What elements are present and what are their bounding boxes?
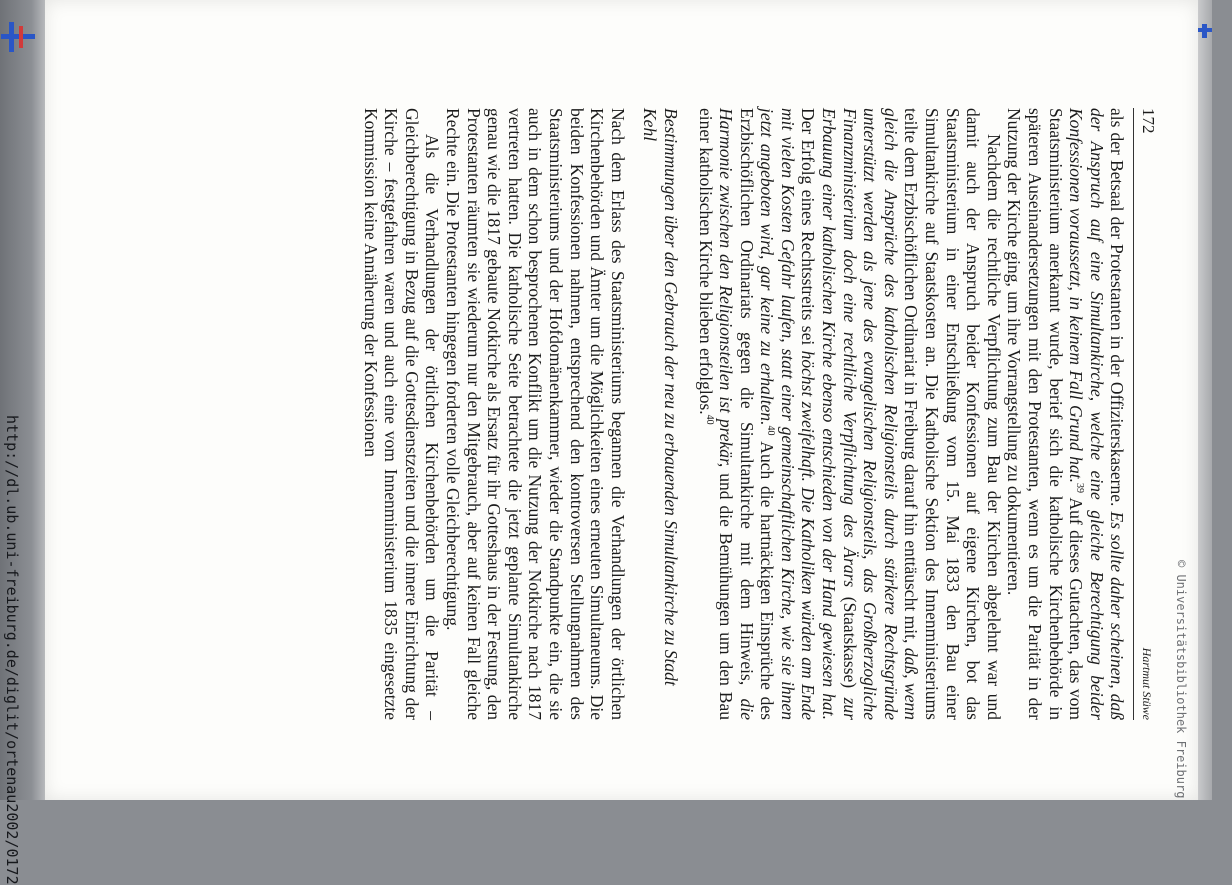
page-header bbox=[1133, 108, 1158, 720]
p2-text-4: Auch die hartnäckigen Einsprüche des Erzbischöflichen Ordinariats gegen die Simultankirche mit dem Hinweis, bbox=[736, 108, 778, 721]
p2-text-1: Nachdem die rechtliche Verpflichtung zum Bau der Kirchen abgelehnt war und damit auch der Anspruch beider Konfessionen auf eigene Kirchen, bot das Staatsministerium in einer Entschließung vom 15. Mai 1833 den Bau einer Simultankirche auf Staatskosten an. Die Katholische Sektion des Innenministeriums teilte dem Erzbischöflichen Ordinariat in Freiburg darauf hin enttäuscht mit, bbox=[901, 108, 1004, 720]
watermark-url[interactable]: http://dl.ub.uni-freiburg.de/diglit/ortenau2002/0172 bbox=[3, 415, 21, 885]
p1-text-2: Auf dieses Gutachten, das vom Staatsministerium anerkannt wurde, berief sich die katholische Kirchenbehörde in späteren Auseinandersetzungen mit den Protestanten, wenn es um die Parität in der Nutzung der Kirche ging, um ihre Vorrangstellung zu dokumentieren. bbox=[1004, 108, 1087, 720]
p1-text-1: als der Betsaal der Protestanten in der Offiziterskaserne. bbox=[1107, 108, 1128, 512]
section-subheading: Bestimmungen über den Gebrauch der neu zu erbauenden Simultankirche zu Stadt Kehl bbox=[640, 108, 681, 686]
p2-text-2: (Staatskasse) bbox=[839, 587, 860, 698]
p2-quote-3: höchst zweifelhaft. Die Katholiken würden am Ende mit vielen Kosten Gefahr laufen, statt einer gemeinschaftlichen Kirche, wie sie ihnen jetzt angeboten wird, gar keine zu erhalten. bbox=[757, 108, 819, 720]
right-edge-watermark: © Universitätsbibliothek Freiburg bbox=[1174, 560, 1188, 799]
footnote-ref-40a: 40 bbox=[765, 425, 777, 436]
scanned-page bbox=[45, 0, 1198, 800]
paragraph-3: Nach dem Erlass des Staatsministeriums begannen die Verhandlungen der örtlichen Kirchenbehörden und Ämter um die Möglichkeiten eines erneuten Simultaneums. Die beiden Konfessionen nahmen, entsprechend den kontroversen Stellungnahmen des Staatsministeriums und der Hofdomänenkammer, wieder die Standpunkte ein, die sie auch in dem schon besprochenen Konflikt um die Nutzung der Notkirche nach 1817 vertreten hatten. Die katholische Seite betrachtete die jetzt geplante Simultankirche genau wie die 1817 gebaute Notkirche als Ersatz für ihr Gotteshaus in der Festung, den Protestanten räumten sie wiederum nur den Mitgebrauch, aber auf keinen Fall gleiche Rechte ein. Die Protestanten hingegen forderten volle Gleichberechtigung. bbox=[443, 108, 628, 720]
paragraph-2 bbox=[695, 108, 1004, 720]
library-logo-right-icon bbox=[1198, 18, 1232, 54]
p2-quote-4: die Harmonie zwischen den Religionsteilen ist prekär, bbox=[716, 108, 757, 720]
page-number: 172 bbox=[1139, 108, 1158, 134]
paragraph-1 bbox=[1004, 108, 1128, 720]
paragraph-4: Als die Verhandlungen der örtlichen Kirchenbehörden um die Parität – Gleichberechtigung in Bezug auf die Gottesdienstzeiten und die innere Einrichtung der Kirche – festgefahren waren und auch eine vom Innenministerium 1835 eingesetzte Kommission keine Annäherung der Konfessionen bbox=[360, 108, 443, 720]
right-margin-strip bbox=[1198, 0, 1212, 800]
library-logo-icon bbox=[1, 20, 35, 56]
p2-quote-2: zur Erbauung einer katholischen Kirche ebenso entschieden von der Hand gewiesen hat. bbox=[819, 108, 860, 720]
p2-text-3: Der Erfolg eines Rechtsstreits sei bbox=[798, 108, 819, 351]
footnote-ref-39: 39 bbox=[1074, 482, 1086, 493]
p1-quote-1: Es sollte daher scheinen, daß der Anspruch auf eine Simultankirche, welche eine gleiche Berechtigung beider Konfessionen voraussetzt, in keinem Fall Grund hat. bbox=[1066, 108, 1128, 721]
footnote-ref-40b: 40 bbox=[703, 414, 715, 425]
p2-quote-1: daß, wenn gleich die Ansprüche des katholischen Religionsteils durch stärkere Rechtsgründe unterstützt werden als jene des evangelischen Religionsteils, das Großherzogliche Finanzministerium doch eine rechtliche Verpflichtung des Ärars bbox=[839, 108, 922, 720]
page-text bbox=[168, 108, 1158, 720]
running-head: Hartmut Stüwe bbox=[1140, 647, 1154, 720]
p2-text-5: und die Bemühungen um den Bau einer katholischen Kirche blieben erfolglos. bbox=[695, 108, 737, 720]
left-margin-strip bbox=[0, 0, 45, 885]
side-watermark bbox=[0, 415, 22, 885]
